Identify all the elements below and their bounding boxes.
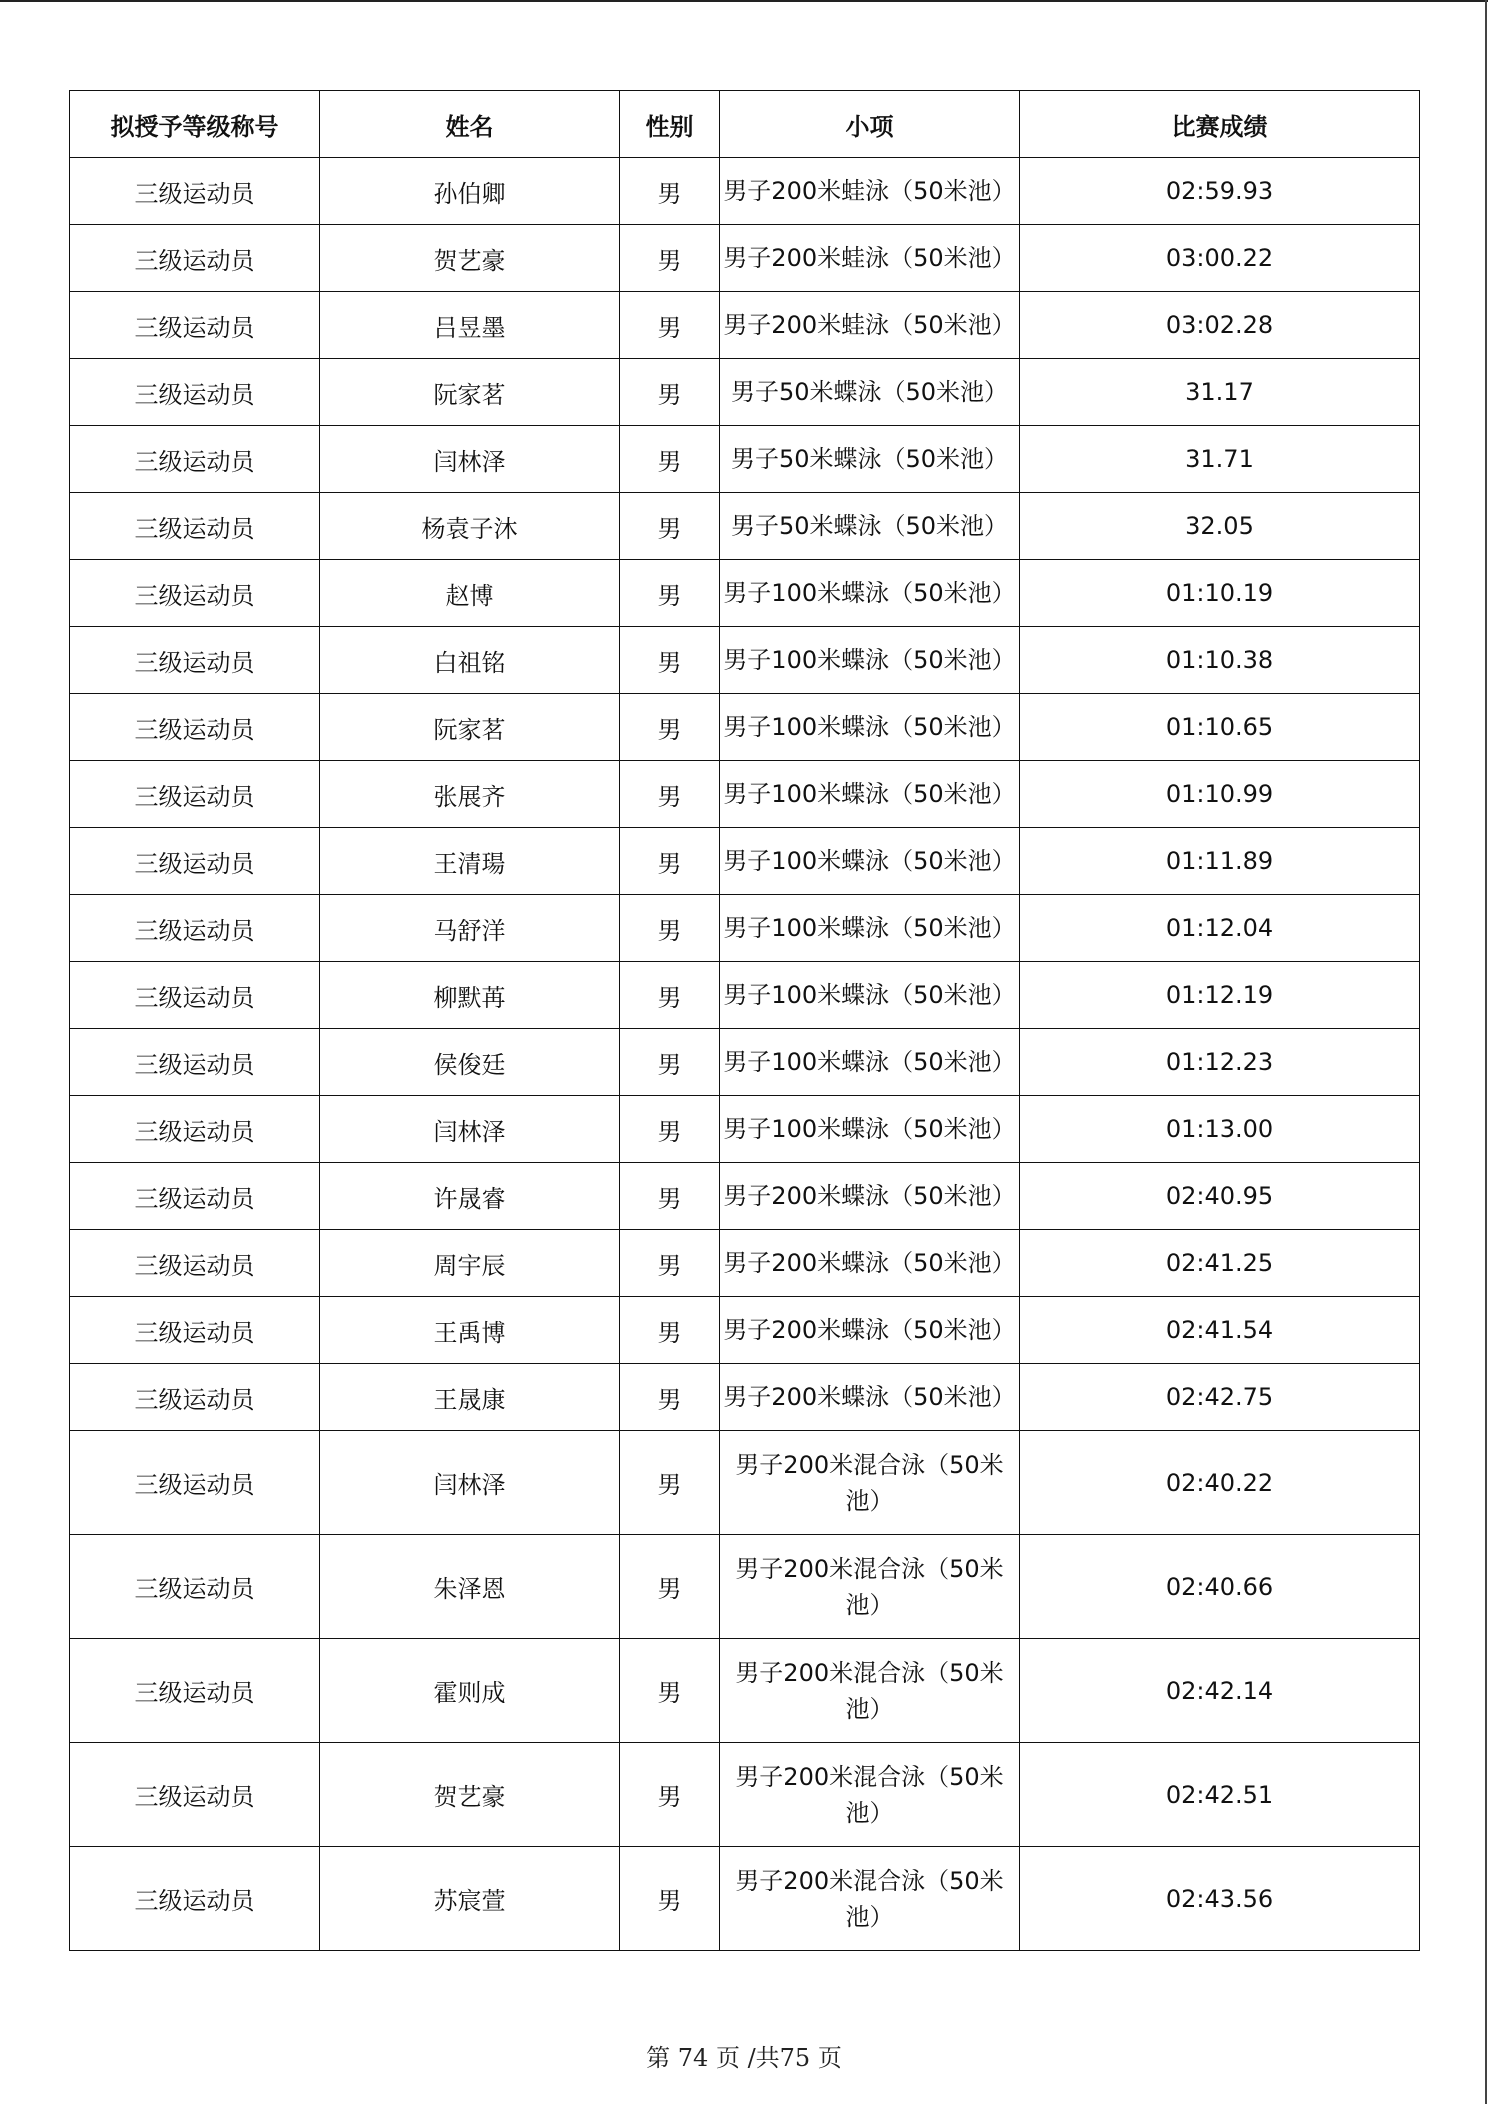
cell-level: 三级运动员 [70,560,320,627]
cell-level: 三级运动员 [70,761,320,828]
cell-gender: 男 [620,560,720,627]
cell-level: 三级运动员 [70,1230,320,1297]
cell-name: 许晟睿 [320,1163,620,1230]
table-row [70,426,1420,493]
header-result: 比赛成绩 [1020,91,1420,158]
cell-event: 男子200米蛙泳（50米池） [720,225,1020,292]
cell-result: 32.05 [1020,493,1420,560]
cell-result: 01:12.04 [1020,895,1420,962]
cell-result: 02:43.56 [1020,1847,1420,1951]
cell-level: 三级运动员 [70,1096,320,1163]
cell-gender: 男 [620,1743,720,1847]
cell-result: 01:12.19 [1020,962,1420,1029]
cell-level: 三级运动员 [70,1535,320,1639]
header-gender: 性别 [620,91,720,158]
table-row [70,627,1420,694]
table-body [70,158,1420,1951]
cell-level: 三级运动员 [70,1847,320,1951]
cell-name: 苏宸萱 [320,1847,620,1951]
cell-name: 侯俊廷 [320,1029,620,1096]
table-row [70,560,1420,627]
cell-level: 三级运动员 [70,359,320,426]
cell-result: 02:41.25 [1020,1230,1420,1297]
cell-result: 01:10.38 [1020,627,1420,694]
cell-result: 31.17 [1020,359,1420,426]
table-row [70,761,1420,828]
cell-level: 三级运动员 [70,1743,320,1847]
cell-gender: 男 [620,1297,720,1364]
table-row [70,895,1420,962]
cell-name: 吕昱墨 [320,292,620,359]
cell-event: 男子100米蝶泳（50米池） [720,962,1020,1029]
cell-result: 02:40.95 [1020,1163,1420,1230]
cell-event: 男子100米蝶泳（50米池） [720,828,1020,895]
cell-name: 柳默苒 [320,962,620,1029]
cell-result: 02:42.14 [1020,1639,1420,1743]
cell-event: 男子100米蝶泳（50米池） [720,1096,1020,1163]
cell-name: 王禹博 [320,1297,620,1364]
cell-level: 三级运动员 [70,1163,320,1230]
cell-name: 周宇辰 [320,1230,620,1297]
cell-name: 王清瑒 [320,828,620,895]
cell-event: 男子100米蝶泳（50米池） [720,1029,1020,1096]
cell-gender: 男 [620,359,720,426]
cell-result: 01:10.65 [1020,694,1420,761]
table-row [70,158,1420,225]
cell-gender: 男 [620,694,720,761]
table-row [70,1364,1420,1431]
cell-name: 贺艺豪 [320,225,620,292]
cell-level: 三级运动员 [70,1297,320,1364]
table-row [70,359,1420,426]
cell-level: 三级运动员 [70,828,320,895]
cell-level: 三级运动员 [70,1431,320,1535]
cell-level: 三级运动员 [70,694,320,761]
cell-gender: 男 [620,493,720,560]
header-level: 拟授予等级称号 [70,91,320,158]
cell-level: 三级运动员 [70,1639,320,1743]
cell-result: 01:11.89 [1020,828,1420,895]
cell-level: 三级运动员 [70,292,320,359]
table-row [70,493,1420,560]
table-row [70,1431,1420,1535]
table-row [70,292,1420,359]
cell-name: 阮家茗 [320,359,620,426]
cell-event: 男子100米蝶泳（50米池） [720,560,1020,627]
cell-event: 男子200米混合泳（50米池） [720,1431,1020,1535]
cell-level: 三级运动员 [70,225,320,292]
cell-gender: 男 [620,1230,720,1297]
cell-gender: 男 [620,1029,720,1096]
cell-result: 03:00.22 [1020,225,1420,292]
cell-event: 男子200米蛙泳（50米池） [720,292,1020,359]
cell-level: 三级运动员 [70,1029,320,1096]
cell-result: 02:40.22 [1020,1431,1420,1535]
cell-result: 02:42.75 [1020,1364,1420,1431]
cell-result: 02:41.54 [1020,1297,1420,1364]
cell-name: 孙伯卿 [320,158,620,225]
cell-gender: 男 [620,828,720,895]
cell-event: 男子200米混合泳（50米池） [720,1743,1020,1847]
cell-event: 男子200米混合泳（50米池） [720,1639,1020,1743]
cell-gender: 男 [620,292,720,359]
cell-event: 男子200米蝶泳（50米池） [720,1364,1020,1431]
page-number: 第 74 页 /共75 页 [646,2044,842,2072]
cell-event: 男子200米蝶泳（50米池） [720,1297,1020,1364]
table-header-row [70,91,1420,158]
cell-gender: 男 [620,1096,720,1163]
cell-gender: 男 [620,1431,720,1535]
table-row [70,1163,1420,1230]
cell-level: 三级运动员 [70,1364,320,1431]
cell-event: 男子200米蛙泳（50米池） [720,158,1020,225]
cell-event: 男子200米混合泳（50米池） [720,1847,1020,1951]
table-row [70,225,1420,292]
cell-name: 王晟康 [320,1364,620,1431]
cell-gender: 男 [620,1364,720,1431]
cell-gender: 男 [620,1847,720,1951]
table-row [70,1639,1420,1743]
cell-result: 01:10.19 [1020,560,1420,627]
cell-name: 闫林泽 [320,1096,620,1163]
table-row [70,1535,1420,1639]
cell-gender: 男 [620,627,720,694]
table-row [70,1029,1420,1096]
cell-name: 马舒洋 [320,895,620,962]
cell-event: 男子100米蝶泳（50米池） [720,627,1020,694]
cell-result: 02:40.66 [1020,1535,1420,1639]
cell-gender: 男 [620,962,720,1029]
cell-gender: 男 [620,1535,720,1639]
cell-event: 男子100米蝶泳（50米池） [720,694,1020,761]
cell-gender: 男 [620,1163,720,1230]
cell-level: 三级运动员 [70,895,320,962]
table-row [70,1847,1420,1951]
cell-result: 03:02.28 [1020,292,1420,359]
cell-result: 02:42.51 [1020,1743,1420,1847]
cell-name: 杨袁子沐 [320,493,620,560]
table-row [70,694,1420,761]
cell-event: 男子100米蝶泳（50米池） [720,761,1020,828]
page-top-border [0,0,1488,2]
cell-event: 男子50米蝶泳（50米池） [720,426,1020,493]
cell-gender: 男 [620,895,720,962]
cell-level: 三级运动员 [70,627,320,694]
cell-level: 三级运动员 [70,493,320,560]
cell-event: 男子50米蝶泳（50米池） [720,359,1020,426]
athlete-results-table [69,90,1420,1951]
cell-level: 三级运动员 [70,158,320,225]
table-row [70,1230,1420,1297]
cell-result: 01:10.99 [1020,761,1420,828]
header-event: 小项 [720,91,1020,158]
cell-name: 阮家茗 [320,694,620,761]
cell-level: 三级运动员 [70,426,320,493]
cell-event: 男子100米蝶泳（50米池） [720,895,1020,962]
page-right-border [1485,0,1487,2104]
cell-name: 赵博 [320,560,620,627]
cell-name: 朱泽恩 [320,1535,620,1639]
cell-level: 三级运动员 [70,962,320,1029]
cell-event: 男子50米蝶泳（50米池） [720,493,1020,560]
cell-result: 01:13.00 [1020,1096,1420,1163]
cell-name: 白祖铭 [320,627,620,694]
cell-name: 闫林泽 [320,426,620,493]
table-row [70,962,1420,1029]
cell-result: 02:59.93 [1020,158,1420,225]
cell-gender: 男 [620,158,720,225]
cell-event: 男子200米蝶泳（50米池） [720,1163,1020,1230]
cell-result: 01:12.23 [1020,1029,1420,1096]
table-row [70,1297,1420,1364]
cell-name: 贺艺豪 [320,1743,620,1847]
table-row [70,1743,1420,1847]
header-name: 姓名 [320,91,620,158]
cell-result: 31.71 [1020,426,1420,493]
cell-gender: 男 [620,1639,720,1743]
cell-name: 霍则成 [320,1639,620,1743]
table-row [70,1096,1420,1163]
cell-name: 闫林泽 [320,1431,620,1535]
cell-name: 张展齐 [320,761,620,828]
cell-gender: 男 [620,225,720,292]
cell-event: 男子200米混合泳（50米池） [720,1535,1020,1639]
cell-gender: 男 [620,761,720,828]
cell-event: 男子200米蝶泳（50米池） [720,1230,1020,1297]
cell-gender: 男 [620,426,720,493]
table-row [70,828,1420,895]
